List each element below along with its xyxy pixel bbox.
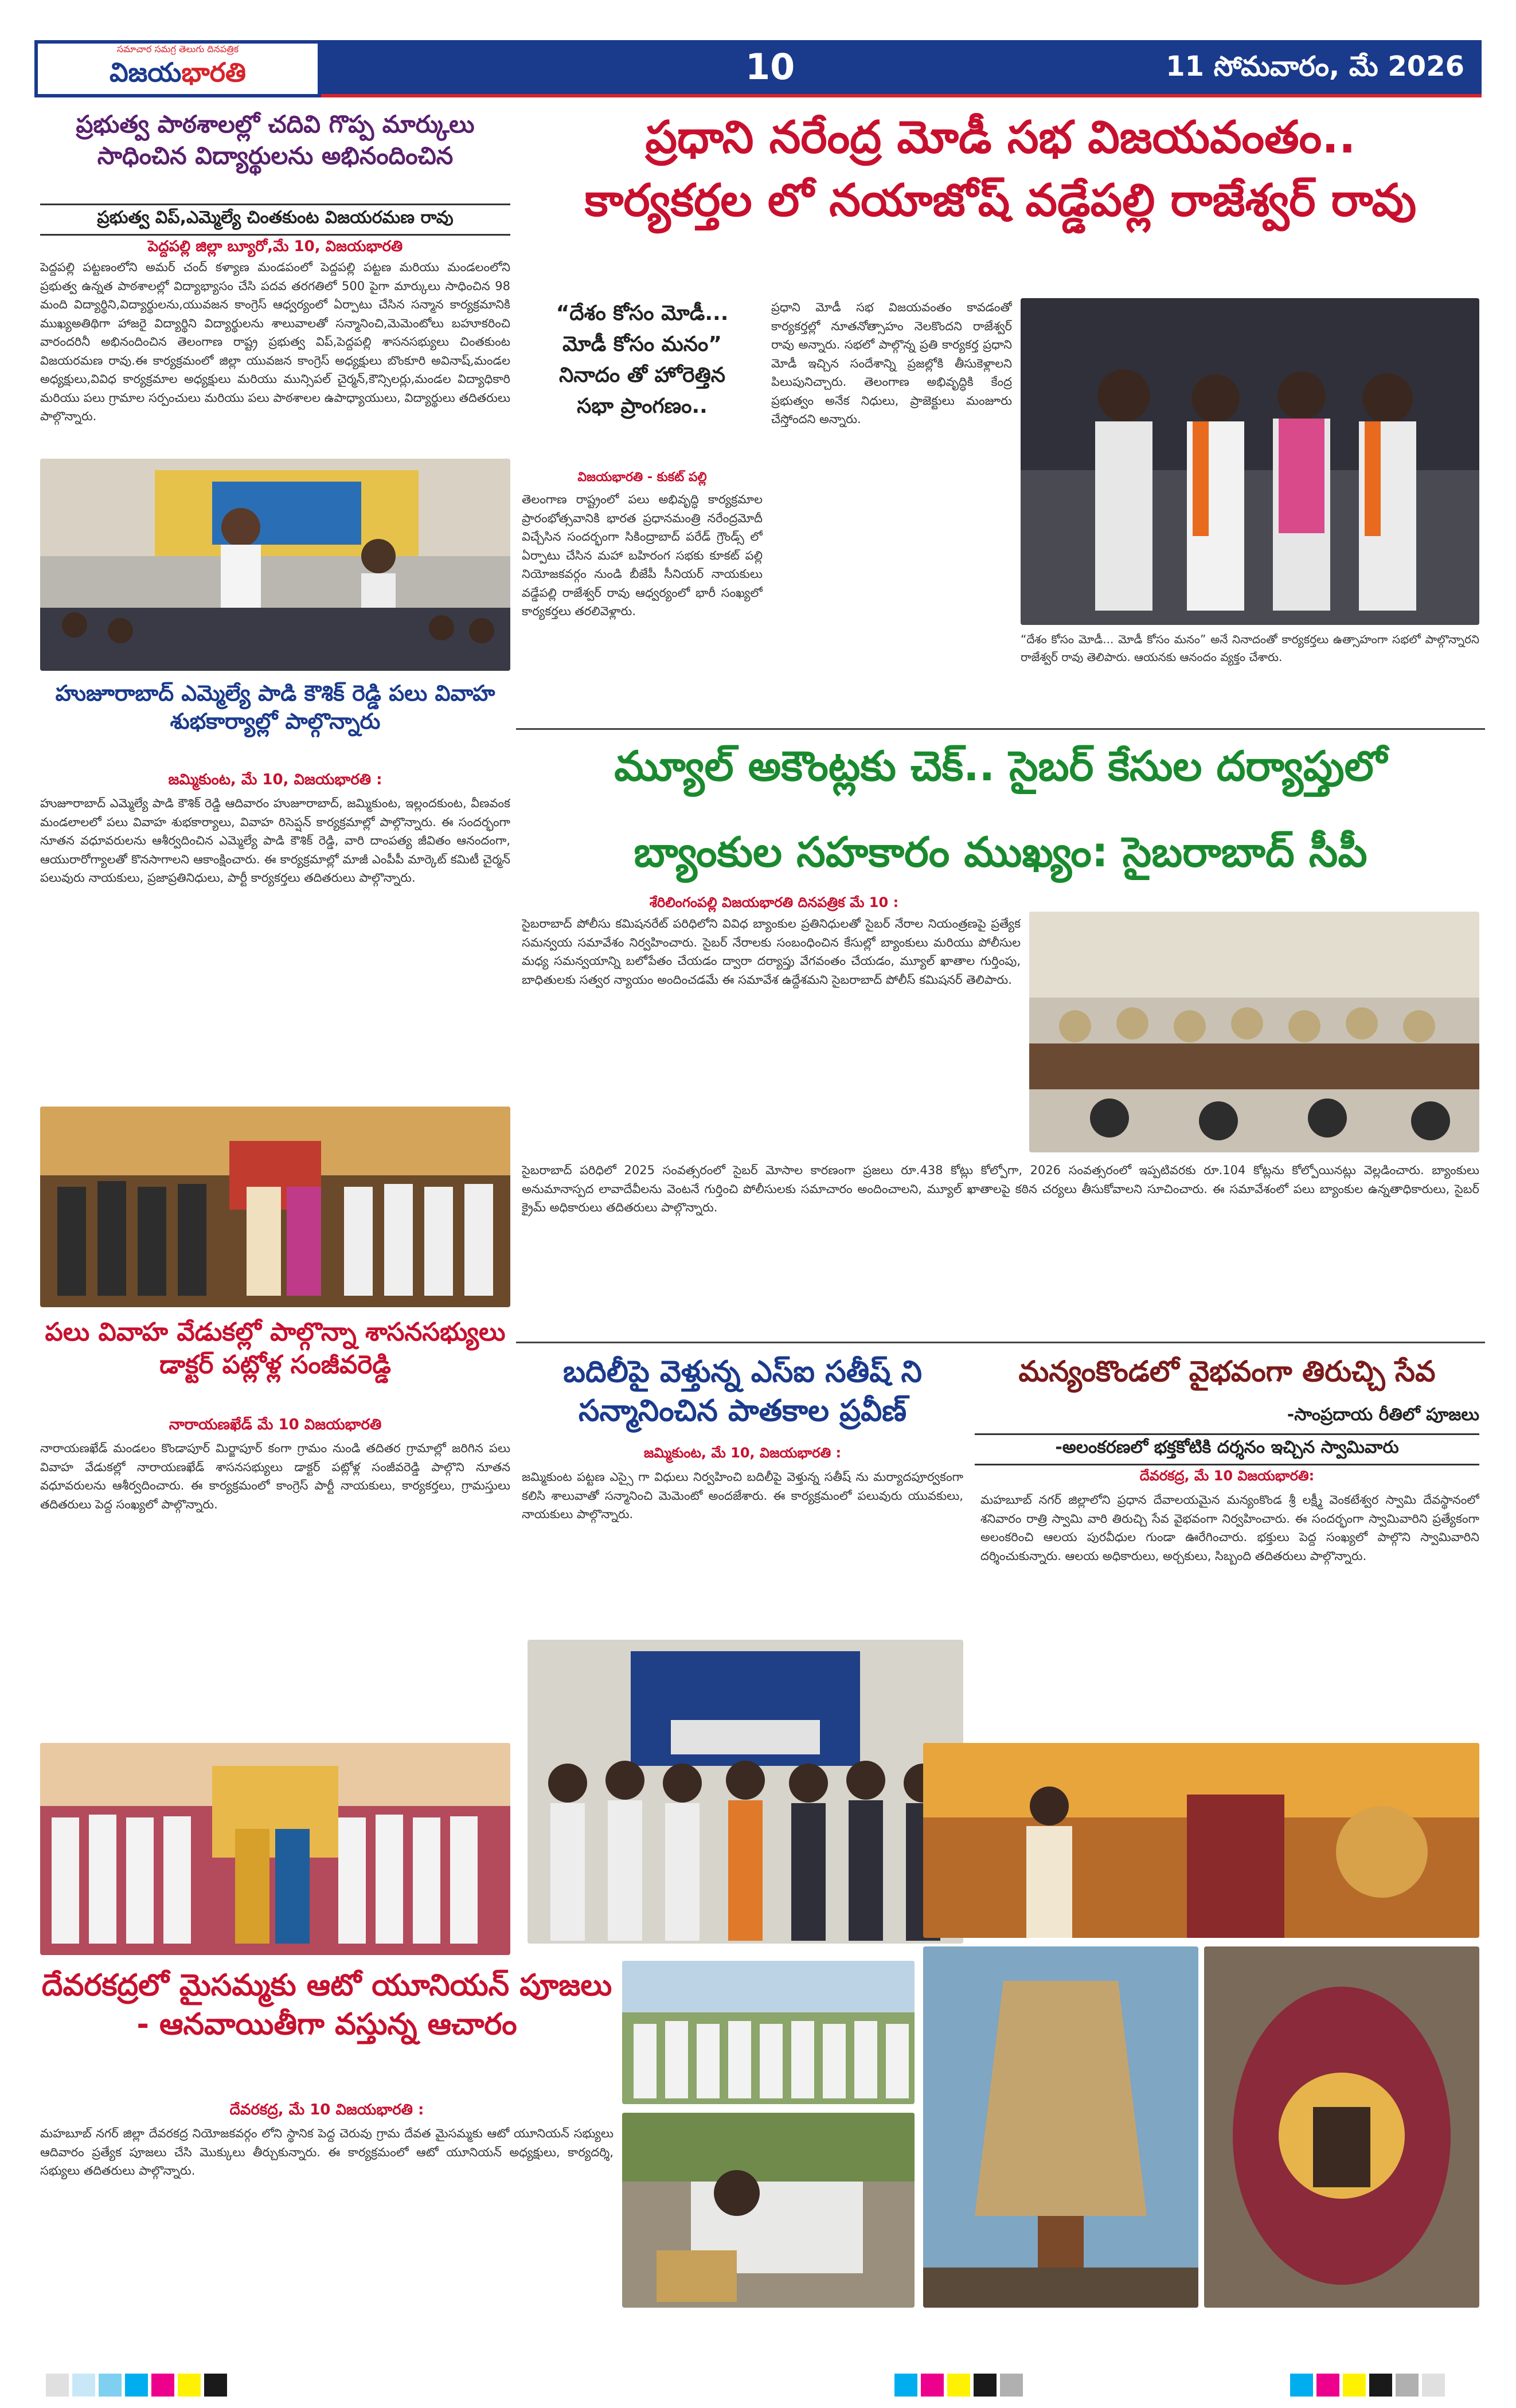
- paper-name-part-b: భారతి: [181, 56, 247, 88]
- lead-photo: [1021, 298, 1479, 625]
- story1-headline: ప్రభుత్వ పాఠశాలల్లో చదివి గొప్ప మార్కులు సాధించిన విద్యార్థులను అభినందించిన: [76, 110, 475, 170]
- cyber-headline-2: బ్యాంకుల సహకారం ముఖ్యం: సైబరాబాద్ సీపీ: [634, 828, 1367, 876]
- story4-headline: దేవరకద్రలో మైసమ్మకు ఆటో యూనియన్ పూజలు - ఆనవాయితీగా వస్తున్న ఆచారం: [41, 1968, 612, 2042]
- paper-name: [110, 57, 246, 95]
- story2-headline: హుజూరాబాద్ ఎమ్మెల్యే పాడి కౌశిక్ రెడ్డి పలు వివాహ శుభకార్యాల్లో పాల్గొన్నారు: [55, 681, 495, 734]
- story6-sub1: -సాంప్రదాయ రీతిలో పూజలు: [1287, 1405, 1479, 1425]
- lead-quote-line-3: నినాదం తో హోరెత్తిన: [558, 363, 726, 387]
- lead-photo-caption: “దేశం కోసం మోడీ... మోడీ కోసం మనం” అనే నినాదంతో కార్యకర్తలు ఉత్సాహంగా సభలో పాల్గొన్నారని రాజేశ్వర్ రావు తెలిపారు. ఆయనకు ఆనందం వ్యక్తం చేశారు.: [1021, 632, 1479, 664]
- registration-marks-center: [894, 2374, 1023, 2397]
- cyber-headline-1: మ్యూల్ అకౌంట్లకు చెక్.. సైబర్ కేసుల దర్యాప్తులో: [614, 742, 1387, 790]
- lead-headline-1: ప్రధాని నరేంద్ర మోడీ సభ విజయవంతం..: [645, 112, 1356, 163]
- cyber-body-1: సైబరాబాద్ పోలీసు కమిషనరేట్ పరిధిలోని వివిధ బ్యాంకుల ప్రతినిధులతో సైబర్ నేరాల నియంత్రణపై ప్రత్యేక సమన్వయ సమావేశం నిర్వహించారు. సైబర్ నేరాలకు సంబంధించిన కేసుల్లో బ్యాంకులు మరియు పోలీసుల మధ్య సమన్వయాన్ని బలోపేతం చేయడం ద్వారా దర్యాప్తు వేగవంతం చేయడం, మ్యూల్ ఖాతాల గుర్తింపు, బాధితులకు సత్వర న్యాయం అందించడమే ఈ సమావేశ ఉద్దేశమని సైబరాబాద్ పోలీస్ కమిషనర్ తెలిపారు.: [522, 917, 1021, 987]
- paper-name-part-a: విజయ: [109, 56, 182, 88]
- story1-body: పెద్దపల్లి పట్టణంలోని అమర్ చంద్ కళ్యాణ మండపంలో పెద్దపల్లి పట్టణ మరియు మండలంలోని ప్రభుత్వ ఉన్నత పాఠశాలల్లో విద్యాభ్యాసం చేసి పదవ తరగతిలో 500 పైగా మార్కులు సాధించిన 98 మంది విద్యార్థిని,విద్యార్థులను,యువజన కాంగ్రెస్ ఆధ్వర్యంలో ఏర్పాటు చేసిన సన్మాన కార్యక్రమానికి ముఖ్యఅతిథిగా హాజరై విద్యార్థిని విద్యార్థులను శాలువాలతో సన్మానించి,మెమెంటోలు బహూకరించి వారందరినీ అభినందించిన తెలంగాణ రాష్ట్ర ప్రభుత్వ విప్,పెద్దపల్లి శాసనసభ్యులు చింతకుంట విజయరమణ రావు.ఈ కార్యక్రమంలో జిల్లా యువజన కాంగ్రెస్ అధ్యక్షులు బొంకూరి అవినాష్,మండల అధ్యక్షులు,వివిధ కార్యక్రమాల అధ్యక్షులు మరియు మున్సిపల్ చైర్మన్,కౌన్సిలర్లు,మండల విద్యాధికారి మరియు పలు గ్రామాల సర్పంచులు మరియు పలు పాఠశాలల ఉపాధ్యాయులు, విద్యార్థులు తదితరులు పాల్గొన్నారు.: [40, 260, 510, 424]
- story3-body: నారాయణఖేడ్ మండలం కొండాపూర్ మిర్జాపూర్ కంగా గ్రామం నుండి తదితర గ్రామాల్లో జరిగిన పలు వివాహ వేడుకల్లో నారాయణఖేడ్ శాసనసభ్యులు డాక్టర్ పట్లోళ్ల సంజీవరెడ్డి పాల్గొని నూతన వధూవరులను ఆశీర్వదించారు. ఈ కార్యక్రమంలో కాంగ్రెస్ పార్టీ నాయకులు, కార్యకర్తలు, గ్రామస్తులు తదితరులు పెద్ద సంఖ్యలో పాల్గొన్నారు.: [40, 1441, 510, 1511]
- cyber-body-2: సైబరాబాద్ పరిధిలో 2025 సంవత్సరంలో సైబర్ మోసాల కారణంగా ప్రజలు రూ.438 కోట్లు కోల్పోగా, 2026 సంవత్సరంలో ఇప్పటివరకు రూ.104 కోట్లను కోల్పోయినట్లు వెల్లడించారు. బ్యాంకులు అనుమానాస్పద లావాదేవీలను వెంటనే గుర్తించి పోలీసులకు సమాచారం అందించాలని, మ్యూల్ ఖాతాలపై కఠిన చర్యలు తీసుకోవాలని సూచించారు. ఈ సమావేశంలో పలు బ్యాంకుల ఉన్నతాధికారులు, సైబర్ క్రైమ్ అధికారులు తదితరులు పాల్గొన్నారు.: [522, 1163, 1479, 1215]
- story3-dateline: నారాయణఖేడ్ మే 10 విజయభారతి: [169, 1416, 382, 1433]
- lead-quote-line-4: సభా ప్రాంగణం..: [577, 394, 708, 418]
- page-number: 10: [745, 46, 795, 88]
- story6-headline: మన్యంకొండలో వైభవంగా తిరుచ్చి సేవ: [1018, 1355, 1436, 1388]
- story6-photo-3: [1204, 1946, 1479, 2308]
- story2-photo: [40, 1107, 510, 1307]
- story4-dateline: దేవరకద్ర, మే 10 విజయభారతి :: [229, 2101, 424, 2118]
- story6-body: మహబూబ్ నగర్ జిల్లాలోని ప్రధాన దేవాలయమైన మన్యంకొండ శ్రీ లక్ష్మీ వెంకటేశ్వర స్వామి దేవస్థానంలో శనివారం రాత్రి స్వామి వారి తిరుచ్చి సేవ వైభవంగా నిర్వహించారు. ఈ సందర్భంగా స్వామివారిని ప్రత్యేకంగా అలంకరించి ఆలయ పురవీధుల గుండా ఊరేగించారు. భక్తులు పెద్ద సంఖ్యలో పాల్గొని స్వామివారిని దర్శించుకున్నారు. ఆలయ అధికారులు, అర్చకులు, సిబ్బంది తదితరులు పాల్గొన్నారు.: [980, 1493, 1479, 1563]
- masthead: [34, 40, 1482, 97]
- story5-body: జమ్మికుంట పట్టణ ఎస్సై గా విధులు నిర్వహించి బదిలీపై వెళ్తున్న సతీష్ ను మర్యాదపూర్వకంగా కలిసి శాలువాతో సన్మానించి మెమెంటో అందజేశారు. ఈ కార్యక్రమంలో పలువురు యువకులు, నాయకులు పాల్గొన్నారు.: [522, 1470, 963, 1522]
- lead-quote-box: [522, 298, 763, 464]
- section-divider: [516, 728, 1485, 730]
- story6-photo-2: [923, 1946, 1198, 2308]
- section-divider-2: [516, 1342, 1485, 1343]
- registration-marks-left: [46, 2374, 227, 2397]
- story6-sub2: -అలంకరణలో భక్తకోటికి దర్శనం ఇచ్చిన స్వామివారు: [975, 1433, 1479, 1465]
- story5-dateline: జమ్మికుంట, మే 10, విజయభారతి :: [643, 1445, 842, 1461]
- registration-marks-right: [1290, 2374, 1445, 2397]
- story1-subhead: ప్రభుత్వ విప్,ఎమ్మెల్యే చింతకుంట విజయరమణ రావు: [40, 204, 510, 236]
- story5-photo: [528, 1640, 963, 1944]
- lead-dateline: విజయభారతి - కుకట్ పల్లి: [577, 470, 707, 484]
- issue-date: 11 సోమవారం, మే 2026: [1166, 50, 1464, 83]
- paper-logo[interactable]: [34, 40, 321, 97]
- story3-photo: [40, 1743, 510, 1955]
- story3-headline: పలు వివాహ వేడుకల్లో పాల్గొన్నా శాసనసభ్యులు డాక్టర్ పట్లోళ్ల సంజీవరెడ్డి: [45, 1318, 506, 1380]
- cyber-dateline: శేరిలింగంపల్లి విజయభారతి దినపత్రిక మే 10 :: [649, 894, 899, 910]
- story6-dateline: దేవరకద్ర, మే 10 విజయభారతి:: [1139, 1468, 1315, 1484]
- story4-body: మహబూబ్ నగర్ జిల్లా దేవరకద్ర నియోజకవర్గం లోని స్థానిక పెద్ద చెరువు గ్రామ దేవత మైసమ్మకు ఆటో యూనియన్ సభ్యులు ఆదివారం ప్రత్యేక పూజలు చేసి మొక్కులు తీర్చుకున్నారు. ఈ కార్యక్రమంలో ఆటో యూనియన్ అధ్యక్షులు, కార్యదర్శి, సభ్యులు తదితరులు పాల్గొన్నారు.: [40, 2126, 614, 2178]
- story6-photo-1: [923, 1743, 1479, 1938]
- lead-quote-line-2: మోడీ కోసం మనం”: [562, 333, 722, 356]
- lead-body-1: తెలంగాణ రాష్ట్రంలో పలు అభివృద్ధి కార్యక్రమాల ప్రారంభోత్సవానికి భారత ప్రధానమంత్రి నరేంద్రమోదీ విచ్చేసిన సందర్భంగా సికింద్రాబాద్ పరేడ్ గ్రౌండ్స్ లో ఏర్పాటు చేసిన మహా బహిరంగ సభకు కూకట్ పల్లి నియోజకవర్గం నుండి బీజేపీ సీనియర్ నాయకులు వడ్డేపల్లి రాజేశ్వర్ రావు ఆధ్వర్యంలో భారీ సంఖ్యలో కార్యకర్తలు తరలివెళ్లారు.: [522, 492, 763, 619]
- story2-dateline: జమ్మికుంట, మే 10, విజయభారతి :: [168, 771, 382, 788]
- story4-photo-ritual: [622, 2113, 915, 2308]
- lead-body-2: ప్రధాని మోడీ సభ విజయవంతం కావడంతో కార్యకర్తల్లో నూతనోత్సాహం నెలకొందని రాజేశ్వర్ రావు అన్నారు. సభలో పాల్గొన్న ప్రతి కార్యకర్త ప్రధాని మోడీ ఇచ్చిన సందేశాన్ని ప్రజల్లోకి తీసుకెళ్లాలని పిలుపునిచ్చారు. తెలంగాణ అభివృద్ధికి కేంద్ర ప్రభుత్వం అనేక నిధులు, ప్రాజెక్టులు మంజూరు చేస్తోందని అన్నారు.: [771, 300, 1012, 427]
- story5-headline: బదిలీపై వెళ్తున్న ఎస్ఐ సతీష్ ని సన్మానించిన పాతకాల ప్రవీణ్: [563, 1355, 922, 1428]
- cyber-photo: [1029, 912, 1479, 1152]
- story4-photo-group: [622, 1961, 915, 2104]
- logo-tagline: సమాచార సమగ్ర తెలుగు దినపత్రిక: [116, 43, 239, 54]
- lead-headline-2: కార్యకర్తల లో నయాజోష్ వడ్డేపల్లి రాజేశ్వర్ రావు: [584, 175, 1417, 226]
- story2-body: హుజూరాబాద్ ఎమ్మెల్యే పాడి కౌశిక్ రెడ్డి ఆదివారం హుజూరాబాద్, జమ్మికుంట, ఇల్లందకుంట, వీణవంక మండలాలలో పలు వివాహ శుభకార్యాలు, వివాహ రిసెప్షన్ కార్యక్రమాల్లో పాల్గొన్నారు. ఈ సందర్భంగా నూతన వధూవరులను ఆశీర్వదించిన ఎమ్మెల్యే పాడి కౌశిక్ రెడ్డి, వారి దాంపత్య జీవితం ఆనందంగా, ఆయురారోగ్యాలతో కొనసాగాలని ఆకాంక్షించారు. ఈ కార్యక్రమాల్లో మాజీ ఎంపీపీ మార్కెట్ కమిటీ చైర్మన్ పలువురు నాయకులు, ప్రజాప్రతినిధులు, పార్టీ కార్యకర్తలు తదితరులు పాల్గొన్నారు.: [40, 796, 510, 885]
- story1-dateline: పెద్దపల్లి జిల్లా బ్యూరో,మే 10, విజయభారతి: [147, 238, 403, 255]
- story1-photo: [40, 459, 510, 671]
- lead-quote-line-1: “దేశం కోసం మోడీ...: [556, 302, 729, 325]
